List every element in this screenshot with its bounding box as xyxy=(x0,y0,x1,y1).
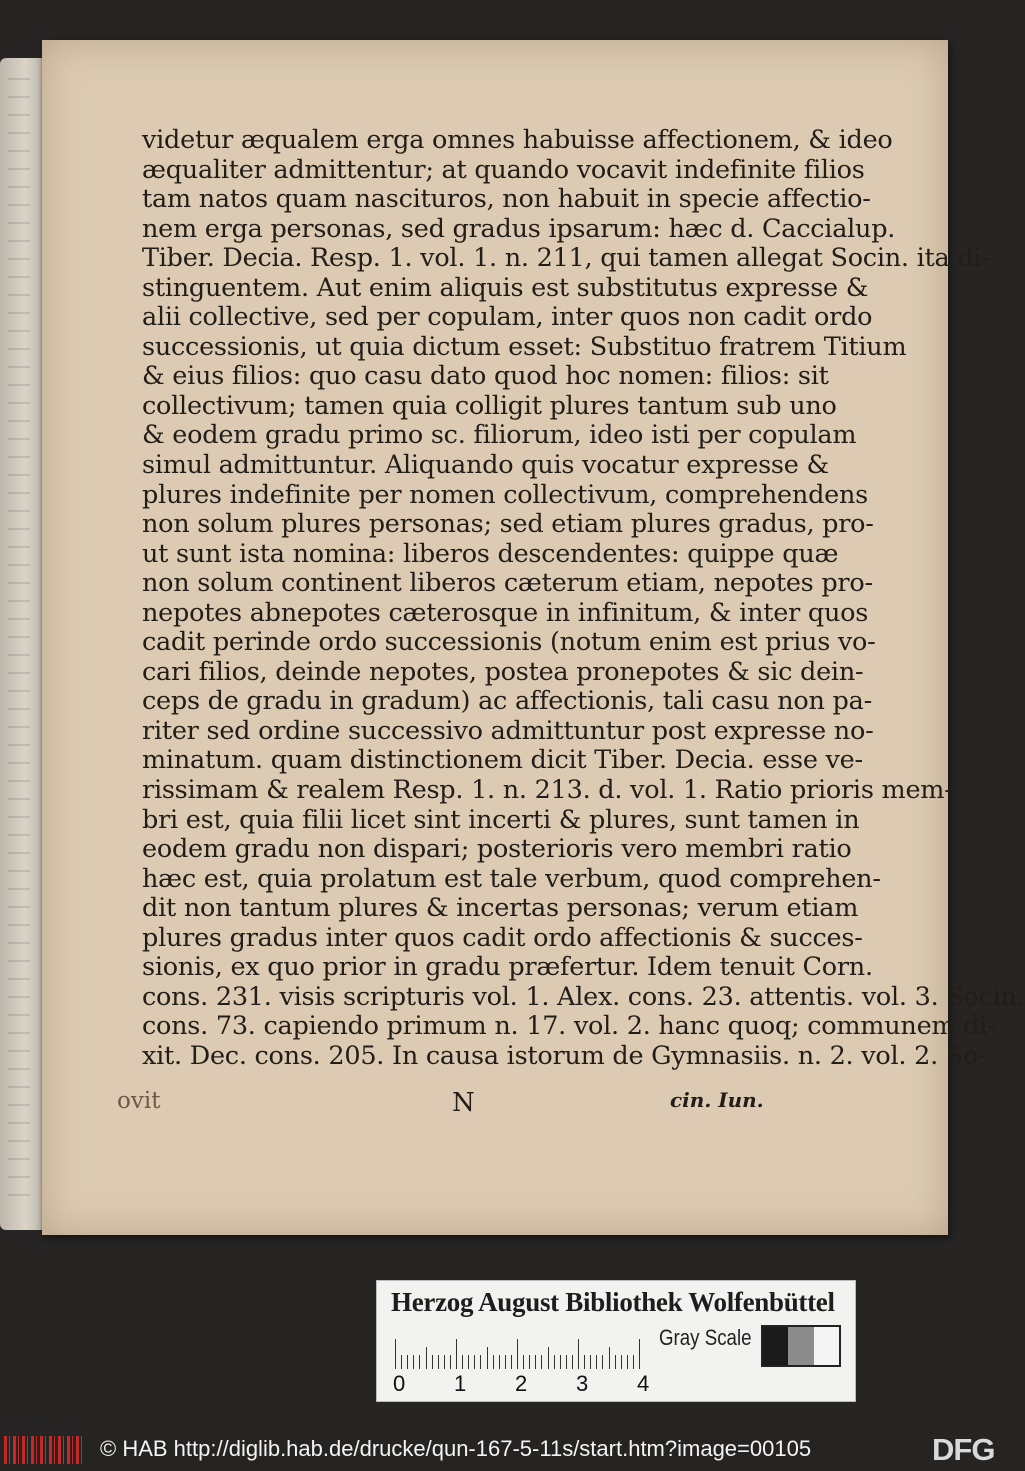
library-color-card xyxy=(376,1280,856,1402)
ruler-tick xyxy=(432,1355,433,1369)
gray-swatch xyxy=(814,1327,839,1365)
ruler-tick xyxy=(426,1347,427,1369)
ruler-number: 0 xyxy=(393,1371,406,1396)
ruler-number: 1 xyxy=(454,1371,467,1396)
ruler-tick xyxy=(596,1355,597,1369)
ruler-tick xyxy=(541,1355,542,1369)
ruler-tick xyxy=(444,1355,445,1369)
ruler-tick xyxy=(468,1355,469,1369)
ruler-tick xyxy=(566,1355,567,1369)
ruler-tick xyxy=(615,1355,616,1369)
text-line: tam natos quam nascituros, non habuit in specie affectio- xyxy=(142,184,871,215)
ruler-tick xyxy=(535,1355,536,1369)
text-line: nem erga personas, sed gradus ipsarum: hæc d. Caccialup. xyxy=(142,213,896,244)
text-line: plures gradus inter quos cadit ordo affectionis & succes- xyxy=(142,922,863,953)
previous-page-edge xyxy=(0,58,46,1230)
ruler-tick xyxy=(499,1355,500,1369)
ruler-number: 3 xyxy=(576,1371,589,1396)
text-line: ut sunt ista nomina: liberos descendentes: quippe quæ xyxy=(142,538,839,569)
ruler-tick xyxy=(590,1355,591,1369)
viewer-footer xyxy=(0,1428,1024,1471)
text-line: & eius filios: quo casu dato quod hoc nomen: filios: sit xyxy=(142,361,829,392)
text-line: non solum plures personas; sed etiam plures gradus, pro- xyxy=(142,509,874,540)
text-line: cari filios, deinde nepotes, postea pronepotes & sic dein- xyxy=(142,656,864,687)
text-line: successionis, ut quia dictum esset: Substituo fratrem Titium xyxy=(142,331,907,362)
ruler-tick xyxy=(639,1339,640,1369)
ruler-tick xyxy=(480,1355,481,1369)
ruler-tick xyxy=(474,1355,475,1369)
book-page xyxy=(42,40,1025,1235)
text-line: bri est, quia filii licet sint incerti & plures, sunt tamen in xyxy=(142,804,860,835)
text-line: rissimam & realem Resp. 1. n. 213. d. vol. 1. Ratio prioris mem- xyxy=(142,775,953,806)
page-body-text xyxy=(142,125,1025,1072)
ruler-tick xyxy=(438,1355,439,1369)
ruler-tick xyxy=(572,1355,573,1369)
ruler-tick xyxy=(395,1339,396,1369)
footer-bleed-through: ovit xyxy=(117,1088,161,1114)
ruler-number: 4 xyxy=(637,1371,650,1396)
ruler-tick xyxy=(609,1347,610,1369)
ruler-tick xyxy=(456,1339,457,1369)
text-line: Tiber. Decia. Resp. 1. vol. 1. n. 211, qui tamen allegat Socin. ita di- xyxy=(142,243,990,274)
ruler-tick xyxy=(462,1355,463,1369)
text-line: plures indefinite per nomen collectivum, comprehendens xyxy=(142,479,868,510)
ruler-tick xyxy=(602,1355,603,1369)
text-line: simul admittuntur. Aliquando quis vocatur expresse & xyxy=(142,450,829,481)
text-line: minatum. quam distinctionem dicit Tiber. Decia. esse ve- xyxy=(142,745,863,776)
text-line: hæc est, quia prolatum est tale verbum, quod comprehen- xyxy=(142,863,881,894)
ruler-tick xyxy=(517,1339,518,1369)
ruler-tick xyxy=(493,1355,494,1369)
text-line: cons. 73. capiendo primum n. 17. vol. 2. hanc quoq; communem di- xyxy=(142,1011,996,1042)
ruler-scale xyxy=(395,1339,645,1369)
ruler-tick xyxy=(419,1355,420,1369)
catchword: cin. Iun. xyxy=(670,1088,764,1112)
text-line: xit. Dec. cons. 205. In causa istorum de Gymnasiis. n. 2. vol. 2. So- xyxy=(142,1040,987,1071)
ruler-tick xyxy=(627,1355,628,1369)
ruler-tick xyxy=(529,1355,530,1369)
gray-scale-swatches xyxy=(761,1325,841,1367)
text-line: nepotes abnepotes cæterosque in infinitum, & inter quos xyxy=(142,597,869,628)
text-line: videtur æqualem erga omnes habuisse affectionem, & ideo xyxy=(142,125,893,155)
ruler-tick xyxy=(487,1347,488,1369)
text-line: non solum continent liberos cæterum etiam, nepotes pro- xyxy=(142,568,873,599)
gray-swatch xyxy=(788,1327,813,1365)
ruler-tick xyxy=(413,1355,414,1369)
text-line: ceps de gradu in gradum) ac affectionis, tali casu non pa- xyxy=(142,686,872,717)
copyright-url[interactable]: © HAB http://diglib.hab.de/drucke/qun-167-5-11s/start.htm?image=00105 xyxy=(100,1436,812,1461)
barcode-icon xyxy=(4,1436,84,1464)
ruler-number: 2 xyxy=(515,1371,528,1396)
ruler-tick xyxy=(548,1347,549,1369)
ruler-tick xyxy=(633,1355,634,1369)
ruler-tick xyxy=(523,1355,524,1369)
text-line: cons. 231. visis scripturis vol. 1. Alex. cons. 23. attentis. vol. 3. Socin. xyxy=(142,981,1025,1012)
text-line: riter sed ordine successivo admittuntur post expresse no- xyxy=(142,715,874,746)
text-line: alii collective, sed per copulam, inter quos non cadit ordo xyxy=(142,302,873,333)
ruler-tick xyxy=(584,1355,585,1369)
text-line: æqualiter admittentur; at quando vocavit indefinite filios xyxy=(142,154,865,185)
library-name: Herzog August Bibliothek Wolfenbüttel xyxy=(391,1287,835,1317)
text-line: collectivum; tamen quia colligit plures tantum sub uno xyxy=(142,390,837,421)
signature-mark: N xyxy=(452,1088,475,1118)
ruler-tick xyxy=(505,1355,506,1369)
text-line: sionis, ex quo prior in gradu præfertur. Idem tenuit Corn. xyxy=(142,952,873,983)
text-line: dit non tantum plures & incertas personas; verum etiam xyxy=(142,893,859,924)
text-line: eodem gradu non dispari; posterioris vero membri ratio xyxy=(142,834,852,865)
ruler-tick xyxy=(621,1355,622,1369)
text-line: cadit perinde ordo successionis (notum enim est prius vo- xyxy=(142,627,876,658)
dfg-logo: DFG xyxy=(932,1432,995,1467)
ruler-tick xyxy=(450,1355,451,1369)
ruler-tick xyxy=(401,1355,402,1369)
gray-swatch xyxy=(763,1327,788,1365)
ruler-tick xyxy=(578,1339,579,1369)
ruler-tick xyxy=(407,1355,408,1369)
gray-scale-label: Gray Scale xyxy=(659,1325,752,1350)
text-line: & eodem gradu primo sc. filiorum, ideo isti per copulam xyxy=(142,420,857,451)
text-line: stinguentem. Aut enim aliquis est substitutus expresse & xyxy=(142,272,869,303)
ruler-tick xyxy=(560,1355,561,1369)
ruler-tick xyxy=(511,1355,512,1369)
ruler-tick xyxy=(554,1355,555,1369)
